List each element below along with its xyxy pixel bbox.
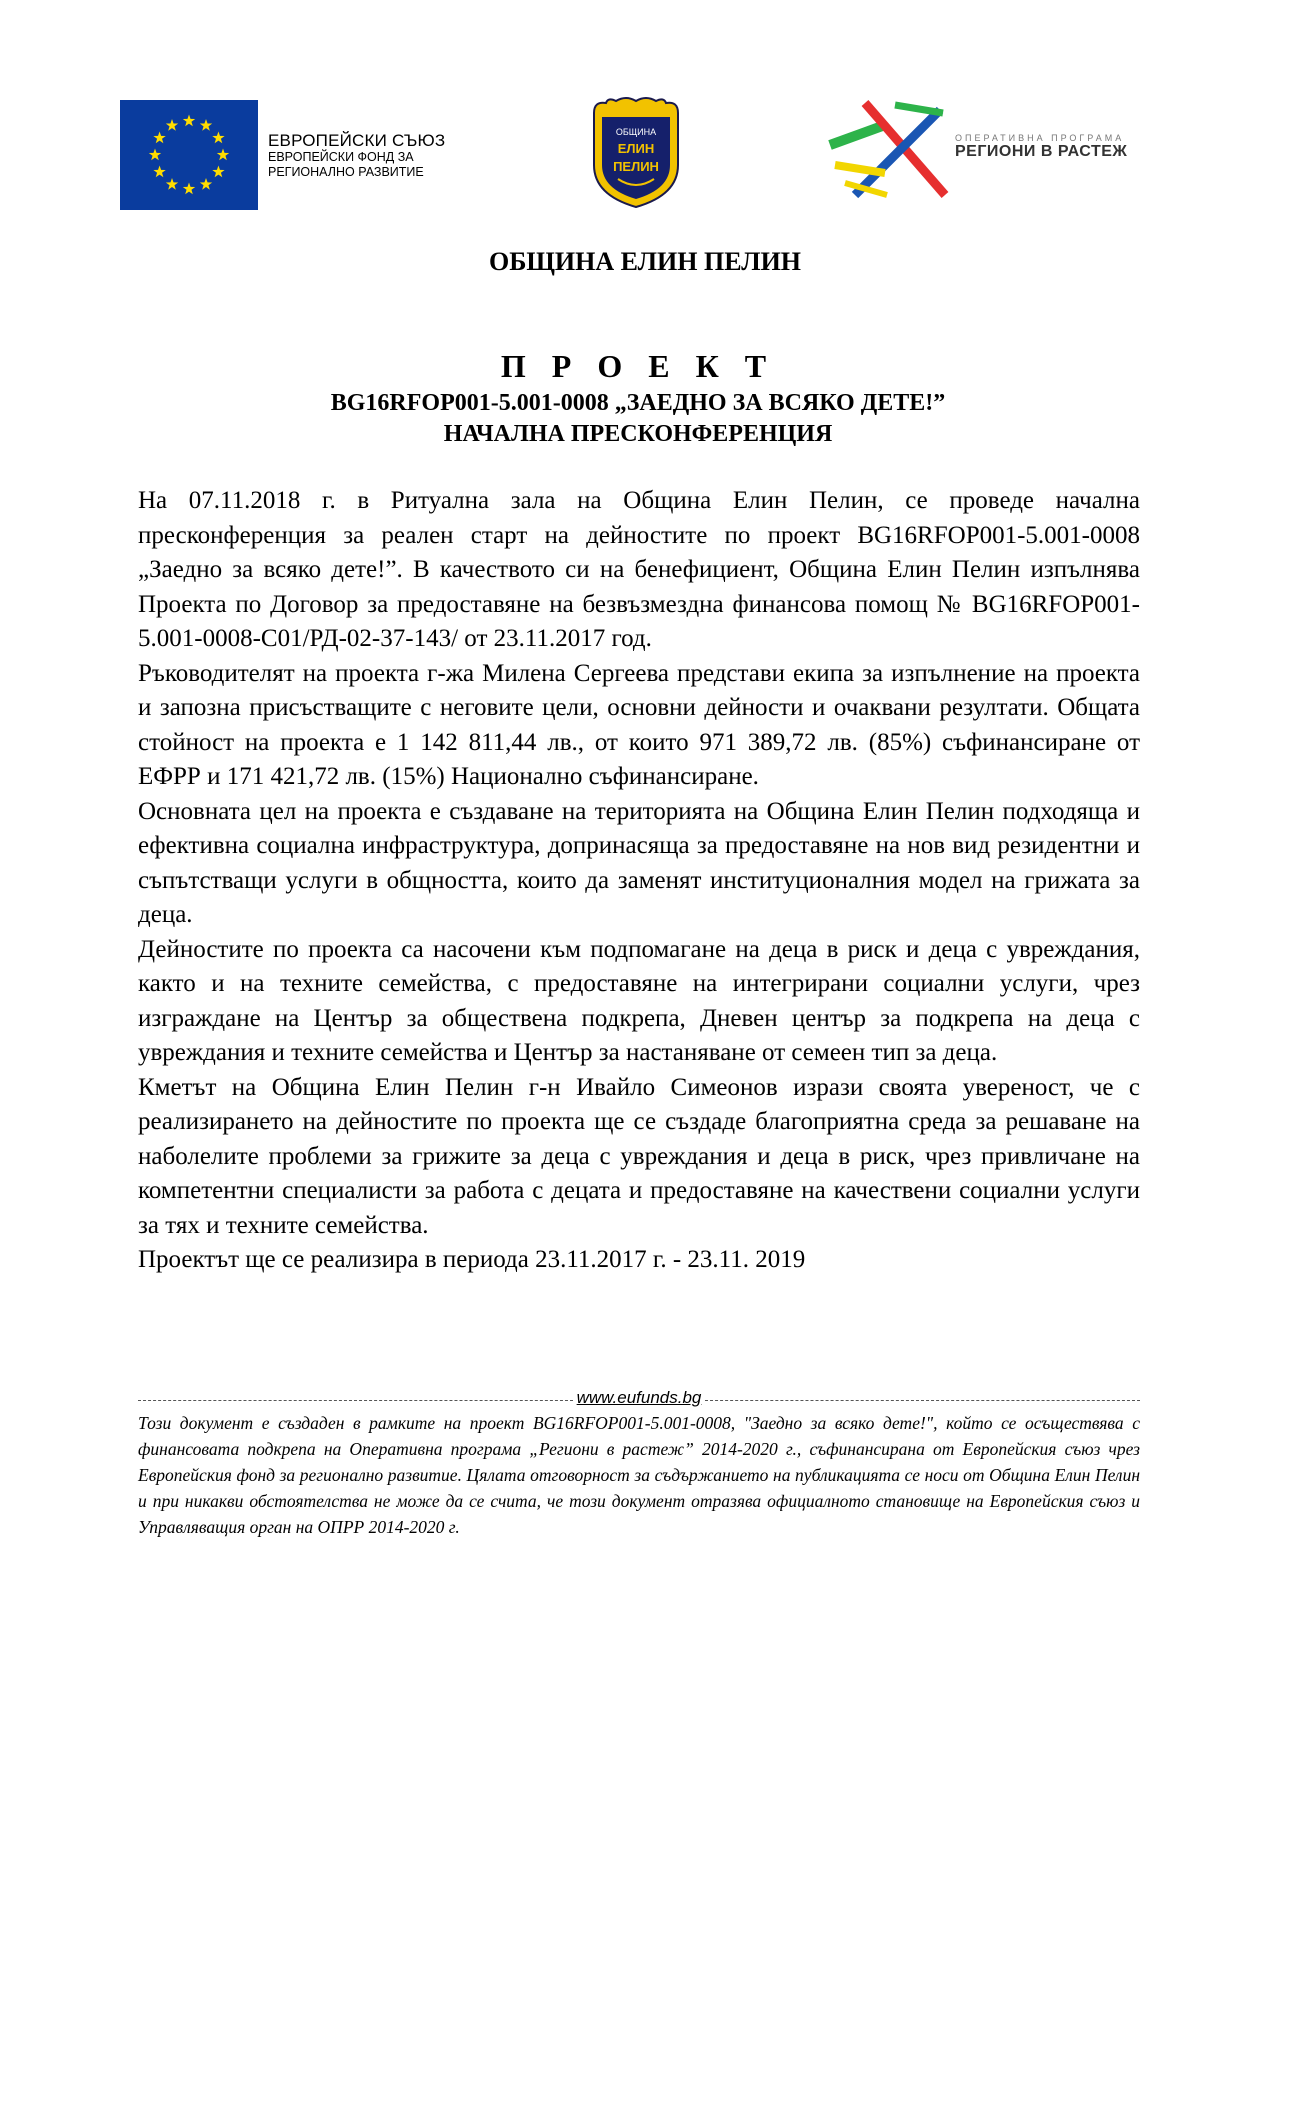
- footer-dash-left: [138, 1400, 573, 1401]
- footer-dash-right: [705, 1400, 1140, 1401]
- footer-disclaimer: Този документ е създаден в рамките на проект BG16RFOP001-5.001-0008, "Заедно за всяко дете!", който се осъществява с финансовата подкрепа на Оперативна програма „Региони в растеж” 2014-2020 г., съфинансирана от Европейския съюз чрез Европейския фонд за регионално развитие. Цялата отговорност за съдържанието на публикацията се носи от Община Елин Пелин и при никакви обстоятелства не може да се счита, че този документ отразява официалното становище на Европейския съюз и Управляващия орган на ОПРР 2014-2020 г.: [138, 1413, 1140, 1537]
- eu-logo-text: [268, 131, 445, 179]
- regions-in-growth-logo-icon: [825, 95, 955, 205]
- paragraph-2: Ръководителят на проекта г-жа Милена Сергеева представи екипа за изпълнение на проекта и запозна присъстващите с неговите цели, основни дейности и очаквани резултати. Общата стойност на проекта е 1 142 811,44 лв., от които 971 389,72 лв. (85%) съфинансиране от ЕФРР и 171 421,72 лв. (15%) Национално съфинансиране.: [138, 659, 1140, 790]
- programme-logo: [825, 95, 1155, 205]
- programme-logo-text: [955, 133, 1127, 161]
- paragraph-1: На 07.11.2018 г. в Ритуална зала на Община Елин Пелин, се проведе начална пресконференция за реален старт на дейностите по проект BG16RFOP001-5.001-0008 „Заедно за всяко дете!”. В качеството си на бенефициент, Община Елин Пелин изпълнява Проекта по Договор за предоставяне на безвъзмездна финансова помощ № BG16RFOP001-5.001-0008-С01/РД-02-37-143/ от 23.11.2017 год.: [138, 487, 1140, 652]
- programme-small-text: ОПЕРАТИВНА ПРОГРАМА: [955, 133, 1125, 143]
- document-body: [138, 484, 1140, 1278]
- eu-logo-line1: ЕВРОПЕЙСКИ СЪЮЗ: [268, 130, 446, 150]
- eu-logo-line3: РЕГИОНАЛНО РАЗВИТИЕ: [268, 164, 424, 179]
- municipality-crest-icon: [586, 95, 686, 210]
- project-subheading: НАЧАЛНА ПРЕСКОНФЕРЕНЦИЯ: [443, 421, 833, 447]
- eu-logo-line2: ЕВРОПЕЙСКИ ФОНД ЗА: [268, 150, 414, 165]
- municipality-title: ОБЩИНА ЕЛИН ПЕЛИН: [488, 247, 802, 276]
- programme-big-text: РЕГИОНИ В РАСТЕЖ: [955, 143, 1128, 160]
- paragraph-5: Кметът на Община Елин Пелин г-н Ивайло Симеонов изрази своята увереност, че с реализирането на дейностите по проекта ще се създаде благоприятна среда за решаване на наболелите проблеми за грижите за деца с увреждания и деца в риск, чрез привличане на компетентни специалисти за работа с децата и предоставяне на качествени социални услуги за тях и техните семейства.: [138, 1073, 1140, 1239]
- eu-logo: [120, 100, 445, 210]
- crest-line1: ОБЩИНА: [615, 127, 657, 137]
- footer-separator: [138, 1388, 1140, 1408]
- crest-line2: ЕЛИН: [617, 141, 655, 156]
- paragraph-6: Проектът ще се реализира в периода 23.11.2017 г. - 23.11. 2019: [138, 1246, 806, 1273]
- eu-flag-icon: [120, 100, 258, 210]
- crest-line3: ПЕЛИН: [613, 159, 659, 174]
- paragraph-4: Дейностите по проекта са насочени към подпомагане на деца в риск и деца с увреждания, както и на техните семейства, с предоставяне на интегрирани социални услуги, чрез изграждане на Център за обществена подкрепа, Дневен център за подкрепа на деца с увреждания и техните семейства и Център за настаняване от семеен тип за деца.: [138, 935, 1140, 1066]
- project-code: BG16RFOP001-5.001-0008 „ЗАЕДНО ЗА ВСЯКО ДЕТЕ!”: [330, 390, 946, 416]
- project-heading: П Р О Е К Т: [500, 348, 776, 384]
- document-header: [120, 95, 1170, 225]
- eufunds-link[interactable]: www.eufunds.bg: [576, 1388, 702, 1407]
- paragraph-3: Основната цел на проекта е създаване на територията на Община Елин Пелин подходяща и ефективна социална инфраструктура, допринасяща за предоставяне на нов вид резидентни и съпътстващи услуги в общността, които да заменят институционалния модел на грижата за деца.: [138, 797, 1140, 928]
